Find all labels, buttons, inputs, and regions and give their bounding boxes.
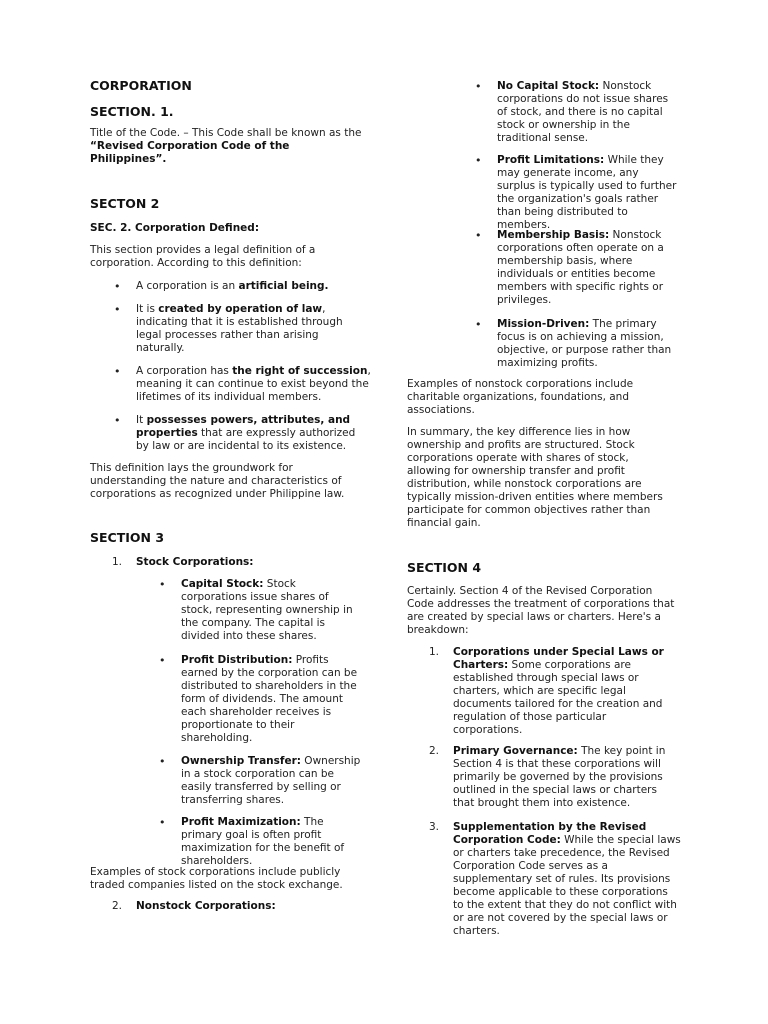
bullet-text: Profits earned by the corporation can be distributed to shareholders in the form of dividends. The amount each shareholder receives is proportionate to their shareholding.: [181, 654, 358, 744]
bullet-text: It is: [136, 303, 159, 315]
definition-bullet: [136, 303, 356, 355]
nonstock-bullet: [497, 318, 679, 370]
list-text: While the special laws or charters take precedence, the Revised Corporation Code serves as a supplementary set of rules. Its provisions become applicable to these corporations to the extent that they do not conflict with or are not covered by the special laws or charters.: [453, 834, 681, 937]
stock-sub-bullet: [181, 654, 366, 745]
bullet-text: It: [136, 414, 147, 426]
list-number: 1.: [429, 646, 440, 658]
list-label: Stock Corporations:: [136, 556, 254, 568]
bullet-text: Nonstock corporations often operate on a membership basis, where individuals or entities become members with specific rights or privileges.: [497, 229, 664, 306]
bullet-bold: the right of succession: [232, 365, 368, 377]
list-item-stock-corporations: [112, 556, 254, 569]
nonstock-bullet: [497, 80, 679, 145]
list-label: Nonstock Corporations:: [136, 900, 276, 912]
list-label: Primary Governance:: [453, 745, 578, 757]
list-text: Some corporations are established through special laws or charters, which are specific legal documents tailored for the creation and regulation of those particular corporations.: [453, 659, 663, 736]
bullet-text: Stock corporations issue shares of stock, representing ownership in the company. The capital is divided into these shares.: [181, 578, 353, 642]
section-4-heading: SECTION 4: [407, 560, 482, 575]
section-2-conclusion: This definition lays the groundwork for understanding the nature and characteristics of corporations as recognized under Philippine law.: [90, 462, 345, 500]
bullet-bold: created by operation of law: [158, 303, 323, 315]
bullet-bold: Profit Distribution:: [181, 654, 293, 666]
bullet-bold: No Capital Stock:: [497, 80, 600, 92]
bullet-text: that are expressly authorized by law or are incidental to its existence.: [136, 427, 356, 452]
bullet-bold: possesses powers, attributes, and properties: [136, 414, 351, 439]
section-1-text: [90, 127, 365, 166]
summary-paragraph: In summary, the key difference lies in how ownership and profits are structured. Stock corporations operate with shares of stock, allowing for ownership transfer and profit distribution, while nonstock corporations are typically mission-driven entities where members participate for common objectives rather than financial gain.: [407, 426, 663, 529]
section-2-intro: This section provides a legal definition of a corporation. According to this definition:: [90, 244, 316, 269]
list-item-nonstock-corporations: [112, 900, 276, 913]
nonstock-bullet: [497, 154, 679, 232]
section-4-intro: Certainly. Section 4 of the Revised Corporation Code addresses the treatment of corporations that are created by special laws or charters. Here's a breakdown:: [407, 585, 675, 636]
list-number: 2.: [429, 745, 440, 757]
list-number: 2.: [112, 900, 123, 912]
section-3-heading: SECTION 3: [90, 530, 165, 545]
nonstock-bullet: [497, 229, 679, 307]
section-2-subheading: SEC. 2. Corporation Defined:: [90, 222, 260, 234]
section-2-heading: SECTON 2: [90, 196, 160, 211]
bullet-bold: Capital Stock:: [181, 578, 264, 590]
definition-bullet: [136, 365, 371, 404]
section-1-heading: SECTION. 1.: [90, 104, 174, 119]
stock-examples: Examples of stock corporations include publicly traded companies listed on the stock exchange.: [90, 866, 343, 891]
list-number: 3.: [429, 821, 440, 833]
bullet-text: While they may generate income, any surplus is typically used to further the organization's goals rather than being distributed to members.: [497, 154, 677, 231]
bullet-text: The primary goal is often profit maximization for the benefit of shareholders.: [181, 816, 345, 867]
bullet-text: The primary focus is on achieving a mission, objective, or purpose rather than maximizing profits.: [497, 318, 672, 369]
bullet-bold: Membership Basis:: [497, 229, 610, 241]
bullet-text: , meaning it can continue to exist beyond the lifetimes of its individual members.: [136, 365, 371, 403]
bullet-bold: Mission-Driven:: [497, 318, 590, 330]
definition-bullet: [136, 414, 361, 453]
list-label: Corporations under Special Laws or Charters:: [453, 646, 664, 671]
bullet-text: A corporation is an: [136, 280, 239, 292]
stock-sub-bullet: [181, 755, 366, 807]
section-1-text-plain: Title of the Code. – This Code shall be known as the: [90, 127, 362, 139]
bullet-bold: Profit Limitations:: [497, 154, 605, 166]
list-number: 1.: [112, 556, 123, 568]
list-text: The key point in Section 4 is that these corporations will primarily be governed by the provisions outlined in the special laws or charters that brought them into existence.: [453, 745, 666, 809]
section-1-text-bold: “Revised Corporation Code of the Philippines”.: [90, 140, 290, 165]
document-title: CORPORATION: [90, 78, 192, 93]
bullet-text: , indicating that it is established through legal processes rather than arising naturally.: [136, 303, 343, 354]
bullet-bold: artificial being.: [238, 280, 329, 292]
stock-sub-bullet: [181, 578, 361, 643]
stock-sub-bullet: [181, 816, 363, 868]
bullet-bold: Profit Maximization:: [181, 816, 301, 828]
bullet-text: Nonstock corporations do not issue shares of stock, and there is no capital stock or ownership in the traditional sense.: [497, 80, 669, 144]
section-4-list-item: [429, 745, 678, 810]
section-4-list-item: [429, 646, 678, 737]
definition-bullet: [136, 280, 376, 293]
bullet-text: Ownership in a stock corporation can be easily transferred by selling or transferring shares.: [181, 755, 361, 806]
section-4-list-item: [429, 821, 681, 938]
bullet-bold: Ownership Transfer:: [181, 755, 301, 767]
nonstock-examples: Examples of nonstock corporations include charitable organizations, foundations, and associations.: [407, 378, 634, 416]
bullet-text: A corporation has: [136, 365, 233, 377]
list-label: Supplementation by the Revised Corporation Code:: [453, 821, 647, 846]
